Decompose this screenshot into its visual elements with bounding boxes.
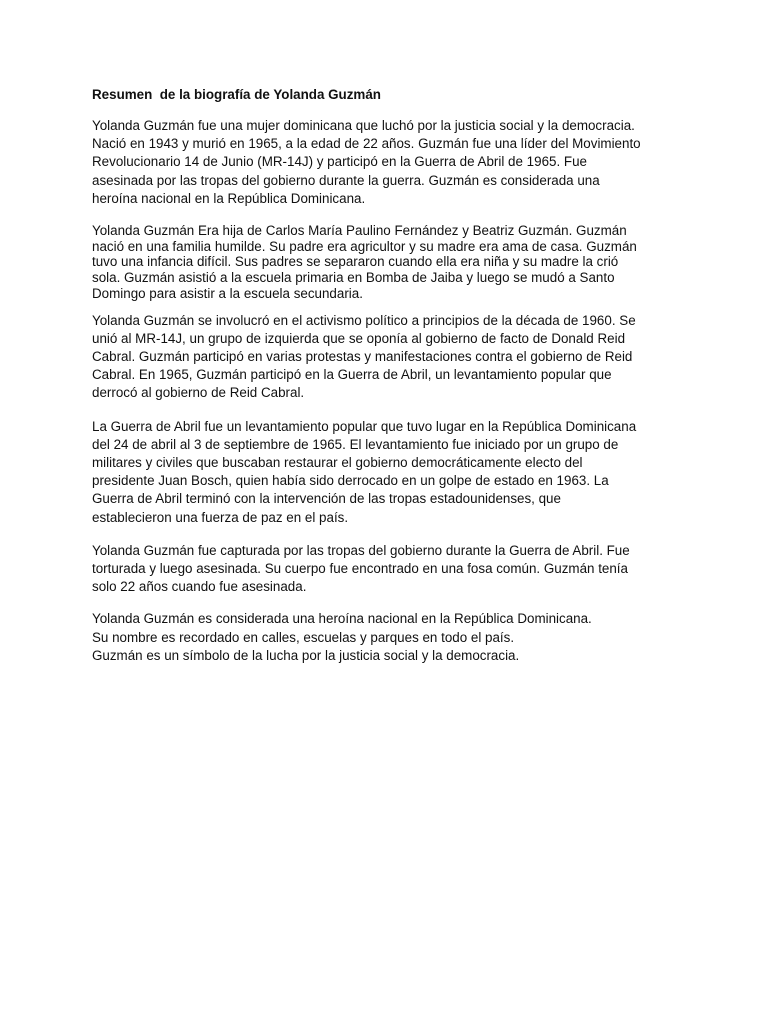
text-line: Nació en 1943 y murió en 1965, a la edad de 22 años. Guzmán fue una líder del Movimiento — [92, 136, 641, 152]
document-title: Resumen de la biografía de Yolanda Guzmán — [92, 87, 381, 102]
text-line: La Guerra de Abril fue un levantamiento popular que tuvo lugar en la República Dominicana — [92, 418, 637, 434]
text-line: unió al MR-14J, un grupo de izquierda que se oponía al gobierno de facto de Donald Reid — [92, 330, 626, 346]
paragraph-legacy — [92, 610, 682, 665]
paragraph-april-war — [92, 418, 682, 527]
text-line: Yolanda Guzmán fue una mujer dominicana que luchó por la justicia social y la democracia. — [92, 118, 635, 133]
paragraph-death — [92, 542, 682, 597]
text-line: presidente Juan Bosch, quien había sido derrocado en un golpe de estado en 1963. La — [92, 473, 609, 489]
text-line: Guerra de Abril terminó con la intervención de las tropas estadounidenses, que — [92, 491, 561, 507]
text-line: Cabral. Guzmán participó en varias protestas y manifestaciones contra el gobierno de Reid — [92, 348, 633, 364]
text-line: nació en una familia humilde. Su padre era agricultor y su madre era ama de casa. Guzmán — [92, 238, 637, 254]
text-line: Domingo para asistir a la escuela secundaria. — [92, 285, 363, 301]
text-line: solo 22 años cuando fue asesinada. — [92, 579, 307, 595]
text-line: torturada y luego asesinada. Su cuerpo fue encontrado en una fosa común. Guzmán tenía — [92, 560, 628, 576]
paragraph-introduction — [92, 117, 682, 208]
text-line: sola. Guzmán asistió a la escuela primaria en Bomba de Jaiba y luego se mudó a Santo — [92, 270, 615, 286]
text-line: asesinada por las tropas del gobierno durante la guerra. Guzmán es considerada una — [92, 172, 600, 188]
text-line: Su nombre es recordado en calles, escuelas y parques en todo el país. — [92, 629, 515, 645]
text-line: Yolanda Guzmán Era hija de Carlos María Paulino Fernández y Beatriz Guzmán. Guzmán — [92, 223, 627, 239]
text-line: establecieron una fuerza de paz en el país. — [92, 509, 349, 525]
paragraph-early-life — [92, 223, 682, 302]
text-line: tuvo una infancia difícil. Sus padres se separaron cuando ella era niña y su madre la crió — [92, 254, 619, 270]
text-line: del 24 de abril al 3 de septiembre de 1965. El levantamiento fue iniciado por un grupo de — [92, 436, 619, 452]
text-line: derrocó al gobierno de Reid Cabral. — [92, 385, 305, 401]
text-line: Guzmán es un símbolo de la lucha por la justicia social y la democracia. — [92, 647, 520, 663]
paragraph-activism — [92, 312, 682, 403]
text-line: militares y civiles que buscaban restaurar el gobierno democráticamente electo del — [92, 454, 583, 470]
text-line: Revolucionario 14 de Junio (MR-14J) y participó en la Guerra de Abril de 1965. Fue — [92, 154, 587, 170]
text-line: Yolanda Guzmán se involucró en el activismo político a principios de la década de 1960. Se — [92, 312, 636, 328]
text-line: heroína nacional en la República Dominicana. — [92, 190, 366, 206]
text-line: Yolanda Guzmán es considerada una heroína nacional en la República Dominicana. — [92, 611, 592, 627]
text-line: Yolanda Guzmán fue capturada por las tropas del gobierno durante la Guerra de Abril. Fue — [92, 542, 630, 558]
document-page — [92, 86, 682, 665]
text-line: Cabral. En 1965, Guzmán participó en la Guerra de Abril, un levantamiento popular que — [92, 367, 612, 383]
